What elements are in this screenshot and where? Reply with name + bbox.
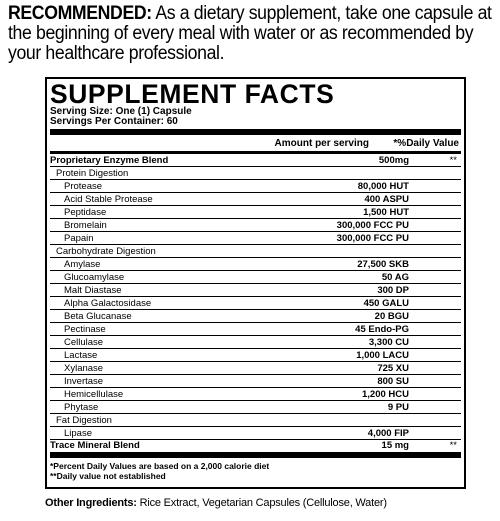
ingredient-name: Cellulase xyxy=(64,336,104,348)
footnote-not-established: **Daily value not established xyxy=(50,471,166,481)
serving-size: Serving Size: One (1) Capsule xyxy=(50,106,192,117)
column-header xyxy=(50,135,461,154)
ingredient-name: Beta Glucanase xyxy=(64,310,132,322)
table-row xyxy=(50,440,461,458)
ingredient-amount: 3,300 CU xyxy=(368,336,409,348)
ingredient-name: Xylanase xyxy=(64,362,104,374)
ingredient-amount: 1,500 HUT xyxy=(363,206,409,218)
ingredient-name: Alpha Galactosidase xyxy=(64,297,152,309)
table-row xyxy=(50,245,461,258)
ingredient-name: Malt Diastase xyxy=(64,284,122,296)
ingredient-amount: 800 SU xyxy=(377,375,409,387)
ingredient-amount: 9 PU xyxy=(387,401,409,413)
table-row xyxy=(50,414,461,427)
ingredient-name: Acid Stable Protease xyxy=(64,193,153,205)
table-row xyxy=(50,232,461,245)
ingredient-name: Lactase xyxy=(64,349,98,361)
ingredient-amount: 725 XU xyxy=(377,362,409,374)
other-ingredients-text: Rice Extract, Vegetarian Capsules (Cellulose, Water) xyxy=(136,497,387,509)
ingredient-name: Lipase xyxy=(64,427,92,439)
ingredient-amount: 400 ASPU xyxy=(364,193,409,205)
ingredient-amount: 1,200 HCU xyxy=(362,388,409,400)
ingredient-name: Carbohydrate Digestion xyxy=(56,245,156,257)
table-row xyxy=(50,310,461,323)
ingredient-amount: 4,000 FIP xyxy=(367,427,409,439)
ingredient-amount: 20 BGU xyxy=(374,310,409,322)
ingredient-name: Glucoamylase xyxy=(64,271,125,283)
ingredient-name: Invertase xyxy=(64,375,104,387)
ingredient-name: Amylase xyxy=(64,258,101,270)
table-row xyxy=(50,362,461,375)
ingredient-amount: 300 DP xyxy=(377,284,409,296)
ingredient-amount: 80,000 HUT xyxy=(357,180,409,192)
ingredient-amount: 300,000 FCC PU xyxy=(336,232,409,244)
table-row xyxy=(50,388,461,401)
table-row xyxy=(50,401,461,414)
ingredient-name: Peptidase xyxy=(64,206,107,218)
ingredient-amount: 1,000 LACU xyxy=(356,349,409,361)
table-row xyxy=(50,180,461,193)
ingredient-name: Protein Digestion xyxy=(56,167,129,179)
ingredient-amount: 45 Endo-PG xyxy=(355,323,409,335)
header-amount: Amount per serving xyxy=(274,137,369,149)
ingredient-name: Phytase xyxy=(64,401,99,413)
ingredient-amount: 27,500 SKB xyxy=(357,258,409,270)
header-daily-value: *%Daily Value xyxy=(393,137,459,149)
other-ingredients xyxy=(45,497,387,509)
table-row xyxy=(50,323,461,336)
table-row xyxy=(50,154,461,167)
table-row xyxy=(50,193,461,206)
table-row xyxy=(50,297,461,310)
ingredient-amount: 450 GALU xyxy=(363,297,409,309)
ingredient-table xyxy=(50,154,461,458)
table-row xyxy=(50,167,461,180)
table-row xyxy=(50,336,461,349)
supplement-facts-panel xyxy=(45,77,466,489)
table-row xyxy=(50,258,461,271)
recommended-text xyxy=(8,4,494,64)
table-row xyxy=(50,349,461,362)
ingredient-name: Fat Digestion xyxy=(56,414,112,426)
recommended-body: As a dietary supplement, take one capsule at the beginning of every meal with water or as recommended by your healthcare professional. xyxy=(8,3,492,64)
ingredient-name: Bromelain xyxy=(64,219,107,231)
ingredient-daily-value: ** xyxy=(449,440,457,451)
panel-title: SUPPLEMENT FACTS xyxy=(50,79,335,109)
ingredient-name: Pectinase xyxy=(64,323,106,335)
table-row xyxy=(50,284,461,297)
ingredient-amount: 300,000 FCC PU xyxy=(336,219,409,231)
table-row xyxy=(50,206,461,219)
ingredient-name: Trace Mineral Blend xyxy=(50,440,140,451)
footnotes xyxy=(50,458,461,481)
recommended-label: RECOMMENDED: xyxy=(8,3,152,24)
ingredient-amount: 15 mg xyxy=(381,440,409,451)
ingredient-name: Protease xyxy=(64,180,103,192)
table-row xyxy=(50,219,461,232)
table-row xyxy=(50,271,461,284)
other-ingredients-label: Other Ingredients: xyxy=(45,497,137,509)
table-row xyxy=(50,427,461,440)
footnote-percent-dv: *Percent Daily Values are based on a 2,000 calorie diet xyxy=(50,461,270,471)
ingredient-daily-value: ** xyxy=(449,154,457,166)
ingredient-amount: 500mg xyxy=(378,154,409,166)
ingredient-name: Papain xyxy=(64,232,94,244)
table-row xyxy=(50,375,461,388)
ingredient-name: Proprietary Enzyme Blend xyxy=(50,154,169,166)
ingredient-name: Hemicellulase xyxy=(64,388,124,400)
servings-per-container: Servings Per Container: 60 xyxy=(50,116,178,127)
ingredient-amount: 50 AG xyxy=(381,271,409,283)
